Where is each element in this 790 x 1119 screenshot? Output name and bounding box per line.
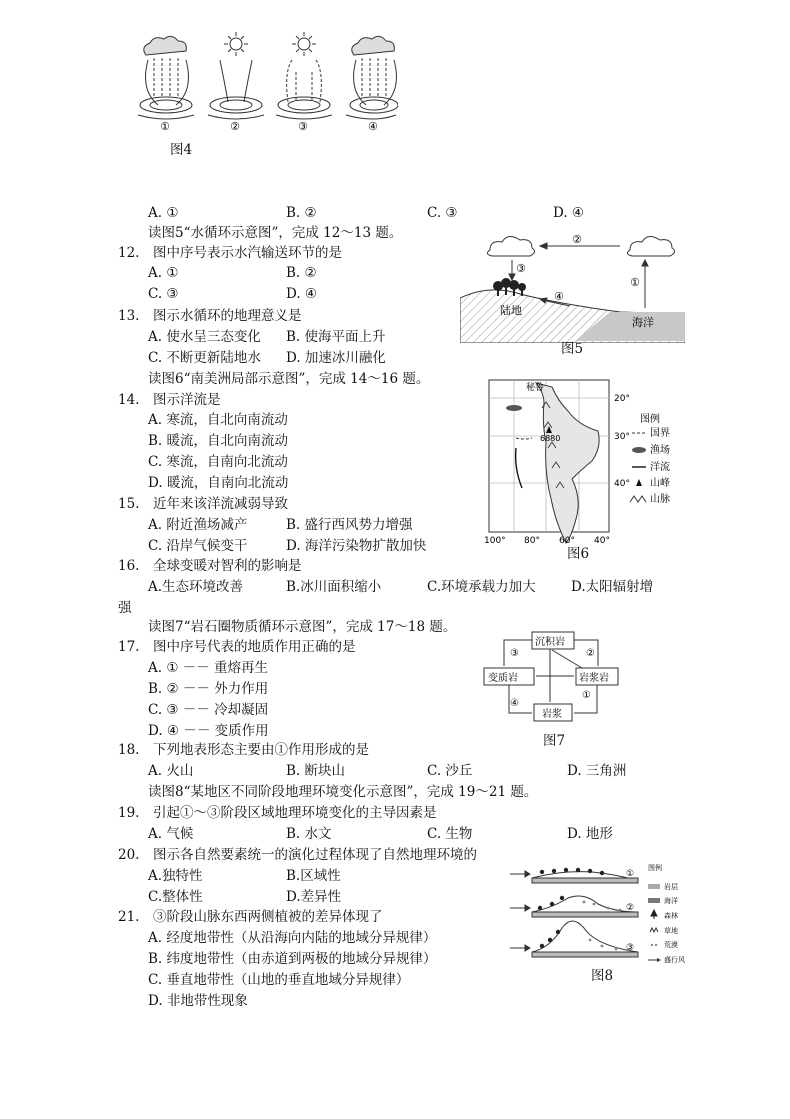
fig8-legend-forest: 森林 <box>664 912 678 920</box>
q19-option-b: B. 水文 <box>286 826 332 842</box>
q11-option-b: B. ② <box>286 205 317 221</box>
figure-4 <box>128 30 398 135</box>
fig7-sedimentary: 沉积岩 <box>535 637 565 648</box>
q12-option-b: B. ② <box>286 265 317 281</box>
fig4-label-2: ② <box>230 120 240 133</box>
fig5-caption: 图5 <box>561 341 584 357</box>
q12-option-d: D. ④ <box>286 286 318 302</box>
fig8-stage-1: ① <box>626 869 635 879</box>
fig6-lat-20: 20° <box>614 394 630 404</box>
q11-option-a: A. ① <box>148 205 179 221</box>
q14-option-b: B. 暖流，自北向南流动 <box>148 433 289 449</box>
fig8-legend-ocean: 海洋 <box>664 897 678 905</box>
q14-option-d: D. 暖流，自南向北流动 <box>148 475 289 491</box>
fig4-caption: 图4 <box>170 142 193 158</box>
q17-stem: 17. 图中序号代表的地质作用正确的是 <box>118 639 356 655</box>
fig8-legend-title: 图例 <box>648 864 662 872</box>
q19-option-c: C. 生物 <box>427 826 473 842</box>
q15-option-a: A. 附近渔场减产 <box>148 517 248 533</box>
q21-option-c: C. 垂直地带性（山地的垂直地域分异规律） <box>148 972 410 988</box>
fig6-legend-fishery: 渔场 <box>650 445 670 456</box>
q14-option-c: C. 寒流，自南向北流动 <box>148 454 288 470</box>
south-america-map <box>484 378 684 546</box>
fig8-caption: 图8 <box>591 968 614 984</box>
fig8-legend-desert: 荒漠 <box>664 941 678 949</box>
fig6-lon-100: 100° <box>484 536 506 546</box>
intro-12-13: 读图5“水循环示意图”，完成 12～13 题。 <box>148 225 403 241</box>
q16-wrap: 强 <box>118 600 132 616</box>
fig5-land-label: 陆地 <box>500 304 522 317</box>
fig6-lat-40: 40° <box>614 479 630 489</box>
q16-option-d: D.太阳辐射增 <box>571 579 654 595</box>
intro-17-18: 读图7“岩石圈物质循环示意图”，完成 17～18 题。 <box>148 619 457 635</box>
fig7-num-2: ② <box>586 648 595 659</box>
fig8-legend-grass: 草地 <box>664 927 678 935</box>
fig8-legend-rock: 岩层 <box>664 883 678 891</box>
fig4-label-3: ③ <box>298 120 308 133</box>
fig8-stage-3: ③ <box>626 943 635 953</box>
water-cycle-diagram <box>460 228 685 343</box>
q14-stem: 14. 图示洋流是 <box>118 392 221 408</box>
figure-6 <box>484 378 684 546</box>
fig6-peak-label: 6880 <box>540 434 561 443</box>
q20-option-b: B.区域性 <box>286 868 341 884</box>
q21-option-d: D. 非地带性现象 <box>148 993 248 1009</box>
q20-option-d: D.差异性 <box>286 889 342 905</box>
fig4-label-1: ① <box>160 120 170 133</box>
fig7-num-3: ③ <box>510 648 519 659</box>
fig4-label-4: ④ <box>368 120 378 133</box>
q16-option-a: A.生态环境改善 <box>148 579 244 595</box>
rock-cycle-diagram <box>482 630 622 726</box>
q17-option-a: A. ① －－ 重熔再生 <box>148 660 269 676</box>
q21-stem: 21. ③阶段山脉东西两侧植被的差异体现了 <box>118 909 383 925</box>
q15-option-c: C. 沿岸气候变干 <box>148 538 248 554</box>
q13-stem: 13. 图示水循环的地理意义是 <box>118 308 302 324</box>
fig6-lon-80: 80° <box>524 536 540 546</box>
fig6-legend-range: 山脉 <box>650 494 670 505</box>
q17-option-d: D. ④ －－ 变质作用 <box>148 723 269 739</box>
q19-stem: 19. 引起①～③阶段区域地理环境变化的主导因素是 <box>118 805 437 821</box>
q21-option-b: B. 纬度地带性（由赤道到两极的地域分异规律） <box>148 951 437 967</box>
q15-option-d: D. 海洋污染物扩散加快 <box>286 538 427 554</box>
fig7-metamorphic: 变质岩 <box>488 673 518 684</box>
q16-option-b: B.冰川面积缩小 <box>286 579 382 595</box>
q19-option-a: A. 气候 <box>148 826 194 842</box>
q15-stem: 15. 近年来该洋流减弱导致 <box>118 496 288 512</box>
water-cycle-panels-illustration <box>128 30 398 135</box>
fig6-legend-border: 国界 <box>650 428 670 439</box>
q19-option-d: D. 地形 <box>567 826 613 842</box>
fig6-lon-60: 60° <box>559 536 575 546</box>
q20-stem: 20. 图示各自然要素统一的演化过程体现了自然地理环境的 <box>118 847 477 863</box>
q13-option-b: B. 使海平面上升 <box>286 329 386 345</box>
q17-option-b: B. ② －－ 外力作用 <box>148 681 269 697</box>
fig5-num-4: ④ <box>554 290 564 303</box>
fig5-num-2: ② <box>572 233 582 246</box>
fig5-num-1: ① <box>630 276 640 289</box>
q15-option-b: B. 盛行西风势力增强 <box>286 517 413 533</box>
fig6-legend-current: 洋流 <box>650 462 670 473</box>
fig6-legend-title: 图例 <box>640 414 660 425</box>
fig7-magma: 岩浆 <box>542 709 562 720</box>
fig6-lat-30: 30° <box>614 432 630 442</box>
fig7-igneous: 岩浆岩 <box>579 673 609 684</box>
fig6-lon-40: 40° <box>594 536 610 546</box>
fig8-legend-wind: 盛行风 <box>664 956 685 964</box>
q13-option-c: C. 不断更新陆地水 <box>148 350 261 366</box>
q16-option-c: C.环境承载力加大 <box>427 579 536 595</box>
fig7-num-1: ① <box>582 690 591 701</box>
q21-option-a: A. 经度地带性（从沿海向内陆的地域分异规律） <box>148 930 437 946</box>
q12-option-a: A. ① <box>148 265 179 281</box>
fig5-ocean-label: 海洋 <box>632 316 654 329</box>
q18-option-d: D. 三角洲 <box>567 763 627 779</box>
q11-option-d: D. ④ <box>553 205 585 221</box>
fig6-legend-peak: 山峰 <box>650 478 670 489</box>
fig5-num-3: ③ <box>516 262 526 275</box>
figure-5 <box>460 228 685 343</box>
fig6-caption: 图6 <box>567 546 590 562</box>
q20-option-a: A.独特性 <box>148 868 203 884</box>
q14-option-a: A. 寒流，自北向南流动 <box>148 412 288 428</box>
fig7-caption: 图7 <box>543 733 566 749</box>
q12-stem: 12. 图中序号表示水汽输送环节的是 <box>118 245 342 261</box>
q18-option-c: C. 沙丘 <box>427 763 473 779</box>
q18-option-a: A. 火山 <box>148 763 194 779</box>
fig7-num-4: ④ <box>510 698 519 709</box>
q18-option-b: B. 断块山 <box>286 763 346 779</box>
q13-option-a: A. 使水呈三态变化 <box>148 329 261 345</box>
q17-option-c: C. ③ －－ 冷却凝固 <box>148 702 269 718</box>
figure-7 <box>482 630 622 726</box>
q18-stem: 18. 下列地表形态主要由①作用形成的是 <box>118 742 369 758</box>
intro-14-16: 读图6“南美洲局部示意图”，完成 14～16 题。 <box>148 371 430 387</box>
fig8-stage-2: ② <box>626 903 635 913</box>
figure-8 <box>508 860 698 968</box>
environment-stages-diagram <box>508 860 698 968</box>
q13-option-d: D. 加速冰川融化 <box>286 350 386 366</box>
q16-stem: 16. 全球变暖对智利的影响是 <box>118 558 302 574</box>
q11-option-c: C. ③ <box>427 205 458 221</box>
q12-option-c: C. ③ <box>148 286 179 302</box>
intro-19-21: 读图8“某地区不同阶段地理环境变化示意图”，完成 19～21 题。 <box>148 784 538 800</box>
fig6-country-label: 秘鲁 <box>526 383 545 393</box>
q20-option-c: C.整体性 <box>148 889 203 905</box>
